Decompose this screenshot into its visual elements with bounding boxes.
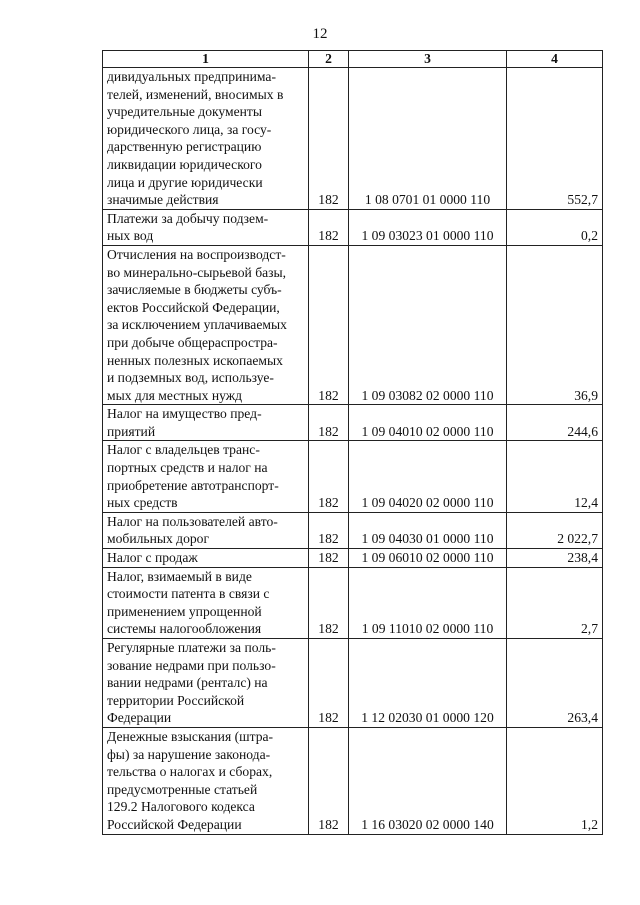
table-header-row (103, 51, 603, 68)
row-description: Налог на пользователей авто- мобильных дорог (103, 512, 309, 548)
row-description: Налог на имущество пред- приятий (103, 405, 309, 441)
row-budget-code: 1 09 03023 01 0000 110 (349, 209, 507, 245)
row-amount: 244,6 (507, 405, 603, 441)
row-description: Налог с владельцев транс- портных средств и налог на приобретение автотранспорт- ных средств (103, 441, 309, 512)
row-description: Денежные взыскания (штра- фы) за нарушение законода- тельства о налогах и сборах, предусмотренные статьей 129.2 Налогового кодекса Российской Федерации (103, 727, 309, 834)
row-amount: 0,2 (507, 209, 603, 245)
row-amount: 238,4 (507, 549, 603, 568)
row-description: Налог, взимаемый в виде стоимости патента в связи с применением упрощенной системы налогообложения (103, 567, 309, 638)
revenue-table (102, 50, 603, 835)
row-amount: 552,7 (507, 68, 603, 210)
row-admin-code: 182 (309, 68, 349, 210)
row-admin-code: 182 (309, 727, 349, 834)
row-admin-code: 182 (309, 512, 349, 548)
table-row (103, 441, 603, 512)
row-admin-code: 182 (309, 209, 349, 245)
row-amount: 2,7 (507, 567, 603, 638)
row-amount: 36,9 (507, 245, 603, 404)
row-budget-code: 1 09 11010 02 0000 110 (349, 567, 507, 638)
row-budget-code: 1 09 04030 01 0000 110 (349, 512, 507, 548)
column-header-2: 2 (309, 51, 349, 68)
column-header-1: 1 (103, 51, 309, 68)
row-budget-code: 1 09 03082 02 0000 110 (349, 245, 507, 404)
row-amount: 263,4 (507, 639, 603, 728)
table-row (103, 512, 603, 548)
row-amount: 1,2 (507, 727, 603, 834)
table-row (103, 209, 603, 245)
row-admin-code: 182 (309, 441, 349, 512)
row-budget-code: 1 09 04020 02 0000 110 (349, 441, 507, 512)
row-admin-code: 182 (309, 639, 349, 728)
table-row (103, 549, 603, 568)
table-row (103, 639, 603, 728)
row-description: дивидуальных предпринима- телей, изменений, вносимых в учредительные документы юридического лица, за госу- дарственную регистрацию ликвидации юридического лица и другие юридически значимые действия (103, 68, 309, 210)
row-description: Налог с продаж (103, 549, 309, 568)
table-row (103, 68, 603, 210)
row-admin-code: 182 (309, 567, 349, 638)
row-description: Регулярные платежи за поль- зование недрами при пользо- вании недрами (ренталс) на территории Российской Федерации (103, 639, 309, 728)
table-row (103, 567, 603, 638)
row-admin-code: 182 (309, 549, 349, 568)
page-number: 12 (312, 26, 328, 42)
row-admin-code: 182 (309, 405, 349, 441)
table-row (103, 405, 603, 441)
row-budget-code: 1 12 02030 01 0000 120 (349, 639, 507, 728)
row-budget-code: 1 09 04010 02 0000 110 (349, 405, 507, 441)
column-header-4: 4 (507, 51, 603, 68)
row-amount: 2 022,7 (507, 512, 603, 548)
row-amount: 12,4 (507, 441, 603, 512)
row-description: Отчисления на воспроизводст- во минерально-сырьевой базы, зачисляемые в бюджеты субъ- ектов Российской Федерации, за исключением уплачиваемых при добыче общераспростра- ненных полезных ископаемых и подземных вод, используе- мых для местных нужд (103, 245, 309, 404)
row-description: Платежи за добычу подзем- ных вод (103, 209, 309, 245)
column-header-3: 3 (349, 51, 507, 68)
row-budget-code: 1 08 0701 01 0000 110 (349, 68, 507, 210)
row-budget-code: 1 16 03020 02 0000 140 (349, 727, 507, 834)
table-row (103, 245, 603, 404)
table-row (103, 727, 603, 834)
row-admin-code: 182 (309, 245, 349, 404)
row-budget-code: 1 09 06010 02 0000 110 (349, 549, 507, 568)
